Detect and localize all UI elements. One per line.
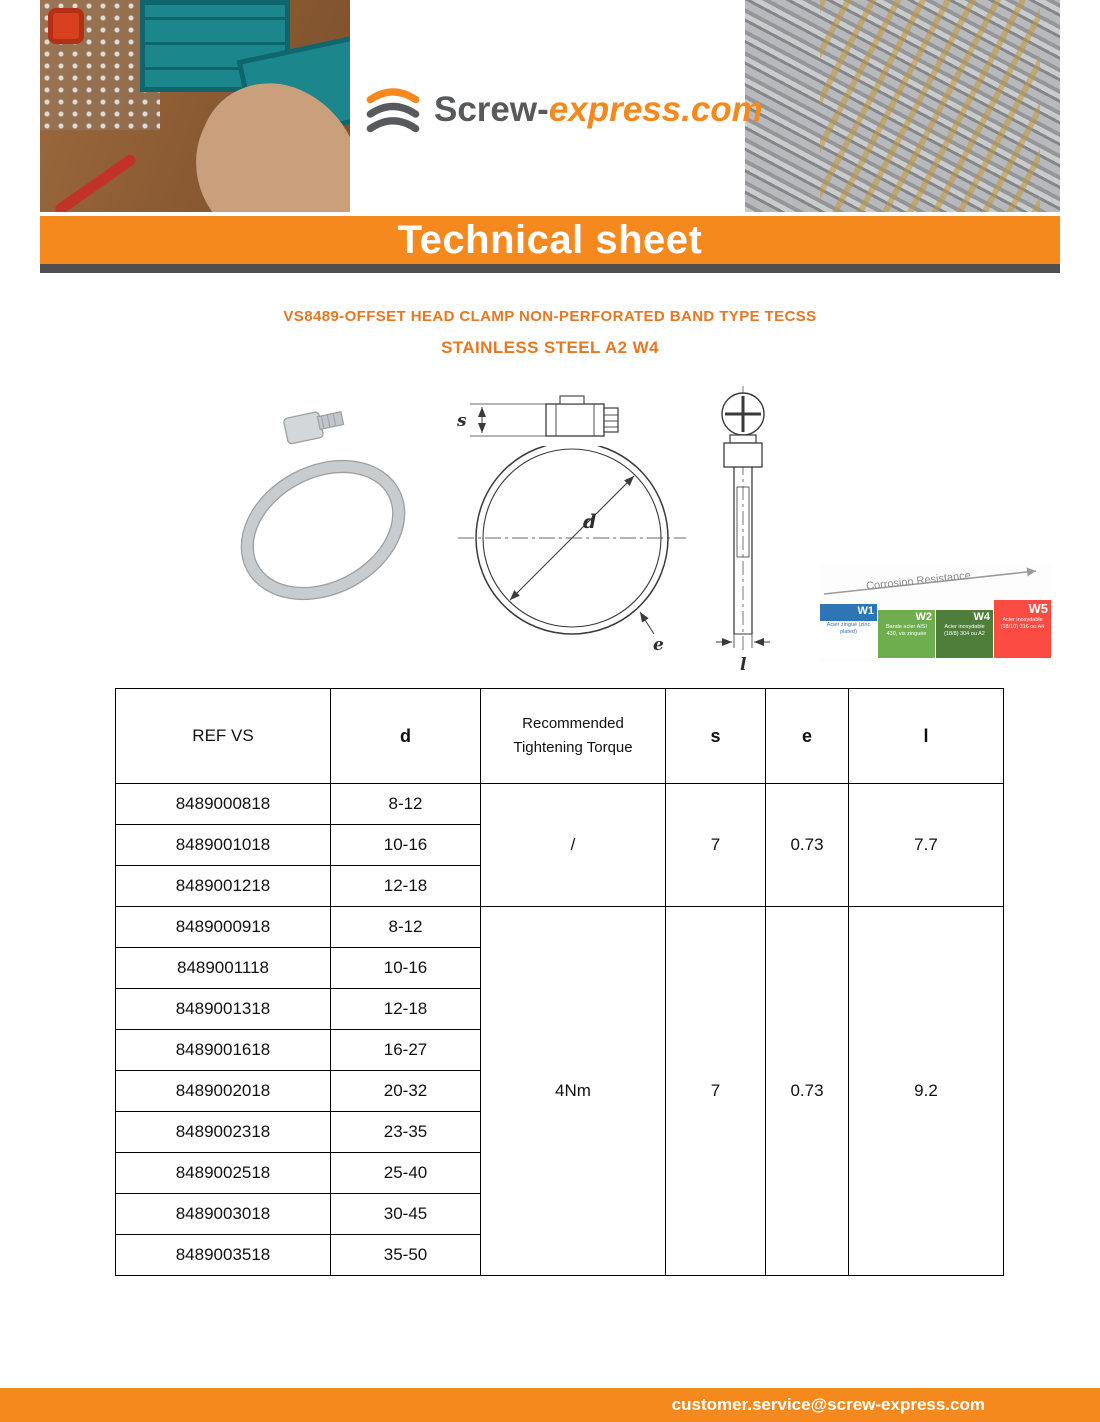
cell-s-group1: 7 bbox=[666, 784, 766, 907]
header-d: d bbox=[331, 689, 481, 784]
cell-ref: 8489000818 bbox=[116, 784, 331, 825]
cell-d: 12-18 bbox=[331, 989, 481, 1030]
header-e: e bbox=[766, 689, 849, 784]
corrosion-resistance-chart bbox=[820, 564, 1052, 662]
header-s: s bbox=[666, 689, 766, 784]
cell-ref: 8489000918 bbox=[116, 907, 331, 948]
grade-w5 bbox=[994, 600, 1051, 658]
header-photo-tools bbox=[40, 0, 350, 212]
grade-w4-label: W4 bbox=[973, 611, 990, 623]
cell-e-group2: 0.73 bbox=[766, 907, 849, 1276]
cell-d: 20-32 bbox=[331, 1071, 481, 1112]
brand-name-dark: Screw- bbox=[434, 90, 549, 129]
grade-w2-caption: Bande acier AISI 430, vis zinguée bbox=[886, 624, 927, 637]
screw-express-logo-icon bbox=[362, 79, 424, 141]
grade-w1 bbox=[820, 604, 877, 658]
cell-d: 10-16 bbox=[331, 825, 481, 866]
cell-l-group1: 7.7 bbox=[849, 784, 1004, 907]
brand-name-orange: express.com bbox=[548, 90, 763, 129]
dimension-label-l: l bbox=[740, 655, 747, 675]
cell-d: 23-35 bbox=[331, 1112, 481, 1153]
cell-ref: 8489001118 bbox=[116, 948, 331, 989]
header-l: l bbox=[849, 689, 1004, 784]
header-torque: Recommended Tightening Torque bbox=[481, 689, 666, 784]
product-title-line2: STAINLESS STEEL A2 W4 bbox=[441, 338, 659, 357]
banner-title: Technical sheet bbox=[397, 217, 703, 262]
cell-ref: 8489001018 bbox=[116, 825, 331, 866]
product-title-line1: VS8489-OFFSET HEAD CLAMP NON-PERFORATED BAND TYPE TECSS bbox=[283, 308, 817, 325]
cell-ref: 8489001218 bbox=[116, 866, 331, 907]
brand-logo bbox=[362, 72, 763, 148]
table-header-row bbox=[116, 689, 1004, 784]
dimension-label-e: e bbox=[653, 635, 664, 655]
cell-ref: 8489001318 bbox=[116, 989, 331, 1030]
cell-s-group2: 7 bbox=[666, 907, 766, 1276]
corrosion-arrow bbox=[820, 564, 1052, 598]
cell-d: 35-50 bbox=[331, 1235, 481, 1276]
cell-ref: 8489002018 bbox=[116, 1071, 331, 1112]
footer-bar bbox=[0, 1388, 1100, 1422]
grade-w1-label: W1 bbox=[820, 604, 877, 621]
grade-w1-caption: Acier zingué (zinc plated) bbox=[826, 622, 871, 635]
cell-d: 16-27 bbox=[331, 1030, 481, 1071]
grade-w4-caption: Acier inoxydable (18/8) 304 ou A2 bbox=[944, 624, 985, 637]
banner-underline bbox=[40, 264, 1060, 273]
cell-ref: 8489002518 bbox=[116, 1153, 331, 1194]
cell-ref: 8489001618 bbox=[116, 1030, 331, 1071]
cell-d: 25-40 bbox=[331, 1153, 481, 1194]
corrosion-grades-row bbox=[820, 598, 1052, 658]
cell-d: 10-16 bbox=[331, 948, 481, 989]
table-row bbox=[116, 907, 1004, 948]
dimension-label-s: s bbox=[457, 411, 467, 431]
cell-d: 12-18 bbox=[331, 866, 481, 907]
brand-name bbox=[434, 90, 763, 130]
table-row bbox=[116, 784, 1004, 825]
cell-d: 30-45 bbox=[331, 1194, 481, 1235]
brass-screws-decoration bbox=[820, 0, 1040, 212]
grade-w5-caption: Acier inoxydable (18/10) 316 ou A4 bbox=[1000, 617, 1045, 630]
screwdriver-decoration bbox=[53, 153, 137, 212]
header-photo-screws bbox=[745, 0, 1060, 212]
technical-sheet-banner bbox=[40, 216, 1060, 264]
dimension-label-d: d bbox=[583, 511, 597, 533]
cell-ref: 8489003518 bbox=[116, 1235, 331, 1276]
customer-service-email-link[interactable]: customer.service@screw-express.com bbox=[671, 1395, 985, 1414]
cell-l-group2: 9.2 bbox=[849, 907, 1004, 1276]
grade-w2-label: W2 bbox=[915, 611, 932, 623]
cell-torque-group1: / bbox=[481, 784, 666, 907]
corrosion-chart-title: Corrosion Resistance bbox=[865, 569, 972, 593]
clamp-front-view-drawing bbox=[452, 378, 692, 673]
grade-w2 bbox=[878, 610, 935, 658]
grade-w5-label: W5 bbox=[1028, 601, 1048, 616]
cell-e-group1: 0.73 bbox=[766, 784, 849, 907]
tape-measure-decoration bbox=[48, 8, 84, 44]
cell-d: 8-12 bbox=[331, 784, 481, 825]
cell-torque-group2: 4Nm bbox=[481, 907, 666, 1276]
header-ref: REF VS bbox=[116, 689, 331, 784]
clamp-perspective-drawing bbox=[228, 392, 418, 652]
clamp-side-view-drawing bbox=[688, 382, 798, 682]
spec-table bbox=[115, 688, 1004, 1276]
cell-d: 8-12 bbox=[331, 907, 481, 948]
grade-w4 bbox=[936, 610, 993, 658]
cell-ref: 8489003018 bbox=[116, 1194, 331, 1235]
cell-ref: 8489002318 bbox=[116, 1112, 331, 1153]
